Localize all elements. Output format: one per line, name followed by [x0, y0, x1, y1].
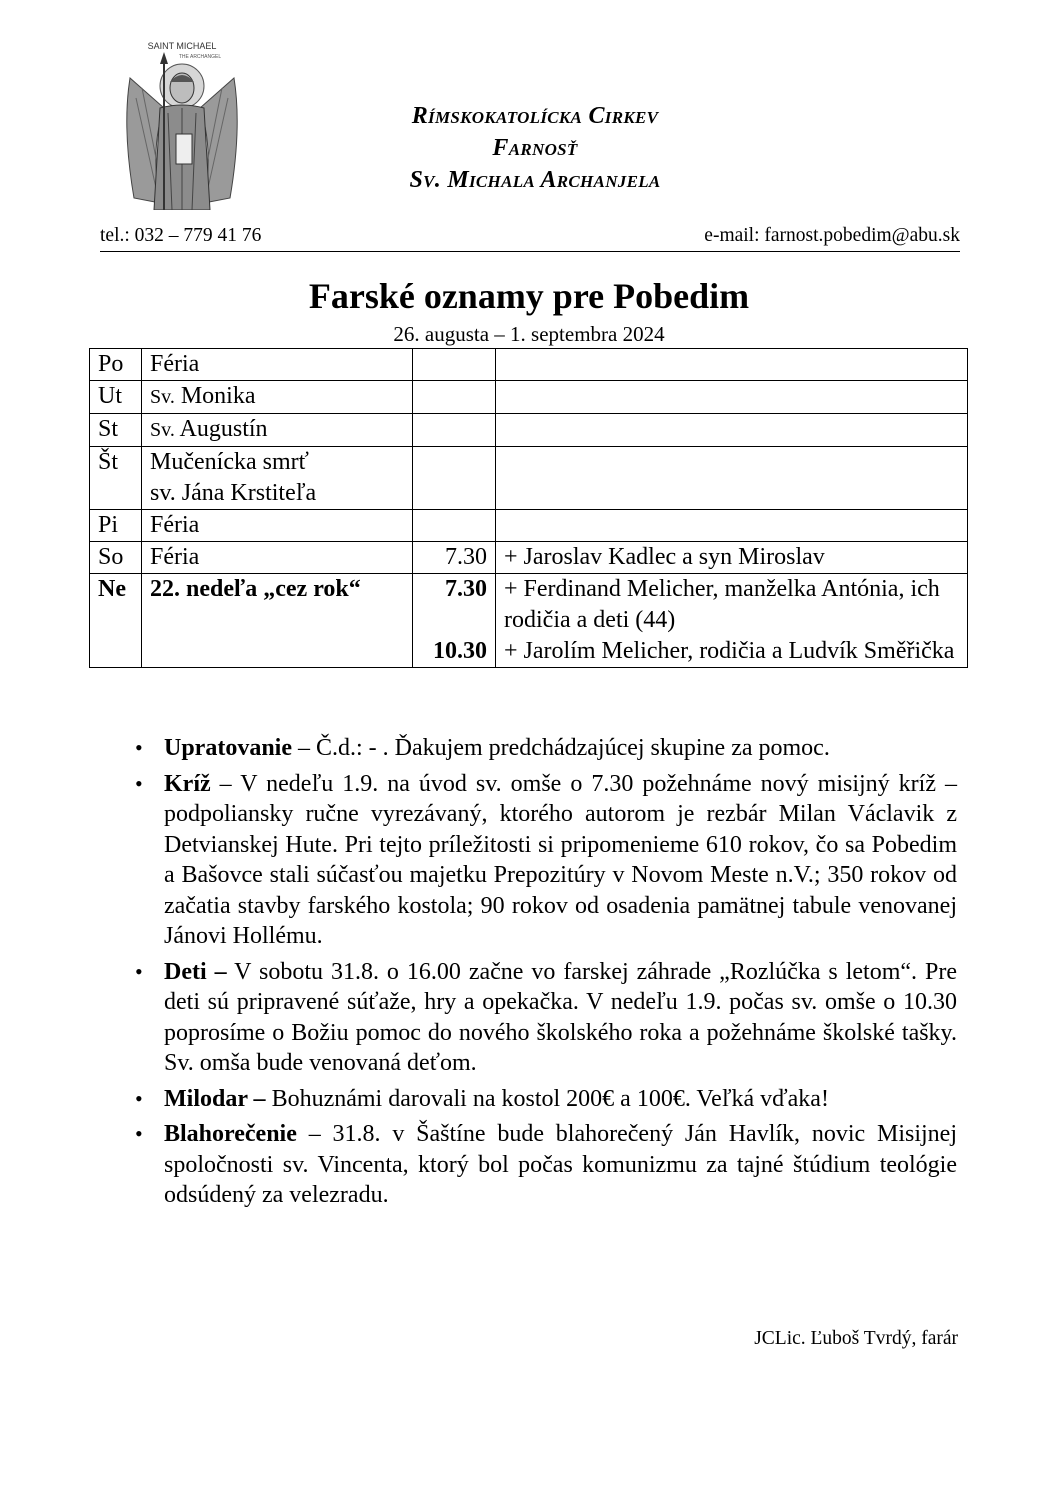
notice-text: V sobotu 31.8. o 16.00 začne vo farskej záhrade „Rozlúčka s letom“. Pre deti sú pripravené súťaže, hry a opekačka. V nedeľu 1.9. počas sv. omše o 10.30 poprosíme o Božiu pomoc do nového školského roka a požehnáme školské tašky. Sv. omša bude venovaná deťom. [164, 958, 957, 1076]
icon-caption-sub: THE ARCHANGEL [178, 54, 222, 60]
feast-cell: Féria [142, 349, 413, 381]
parish-line-patron: Sv. Michala Archanjela [409, 167, 661, 193]
table-row [90, 510, 968, 542]
mass-intention: + Ferdinand Melicher, manželka Antónia, ich rodičia a deti (44) [504, 576, 940, 633]
mass-schedule-table [89, 348, 968, 668]
feast-cell: Féria [142, 542, 413, 574]
day-cell: Pi [90, 510, 142, 542]
notice-text: 31.8. v Šaštíne bude blahorečený Ján Havlík, novic Misijnej spoločnosti sv. Vincenta, ktorý bol počas komunizmu za tajné štúdium teológie odsúdený za velezradu. [164, 1121, 958, 1208]
feast-cell: 22. nedeľa „cez rok“ [142, 574, 413, 668]
notice-title: Kríž [164, 770, 211, 797]
day-cell: Št [90, 447, 142, 510]
notice-title: Upratovanie [164, 735, 292, 761]
list-item [135, 957, 957, 1079]
list-item: • Kríž – V nedeľu 1.9. na úvod sv. omše o 7.30 požehnáme nový misijný kríž – podpoliansky ručne vyrezávaný, ktorého autorom je rezbár Milan Václavik z Detvianskej Hute. Pri tejto príležitosti si pripomenieme 610 rokov, čo sa Pobedim a Bašovce stali súčasťou majetku Prepozitúry v Novom Meste n.V.; 350 rokov od začatia stavby farského kostola; 90 rokov od osadenia pamätnej tabule venovanej Jánovi Hollému. [135, 769, 957, 952]
notice-text: Č.d.: - . Ďakujem predchádzajúcej skupine za pomoc. [316, 735, 830, 761]
feast-name: Mučenícka smrť [150, 449, 309, 475]
time-cell [413, 381, 496, 414]
parish-name [340, 100, 730, 196]
feast-cell: Féria [142, 510, 413, 542]
table-row [90, 447, 968, 510]
notice-title: Deti – [164, 958, 227, 985]
time-cell [413, 574, 496, 668]
date-range: 26. augusta – 1. septembra 2024 [393, 322, 665, 346]
table-row [90, 574, 968, 668]
table-row [90, 542, 968, 574]
mass-intention: + Jarolím Melicher, rodičia a Ludvík Směřička [504, 638, 955, 664]
intention-cell: + Jaroslav Kadlec a syn Miroslav [496, 542, 968, 574]
intention-cell [496, 349, 968, 381]
time-cell: 7.30 [413, 542, 496, 574]
signature: JCLic. Ľuboš Tvrdý, farár [754, 1328, 958, 1349]
page-title: Farské oznamy pre Pobedim [308, 276, 750, 316]
list-item: • Blahorečenie – 31.8. v Šaštíne bude blahorečený Ján Havlík, novic Misijnej spoločnosti sv. Vincenta, ktorý bol počas komunizmu za tajné štúdium teológie odsúdený za velezradu. [135, 1119, 957, 1211]
notice-text: V nedeľu 1.9. na úvod sv. omše o 7.30 požehnáme nový misijný kríž – podpoliansky ručne vyrezávaný, ktorého autorom je rezbár Milan Václavik z Detvianskej Hute. Pri tejto príležitosti si pripomenieme 610 rokov, čo sa Pobedim a Bašovce stali súčasťou majetku Prepozitúry v Novom Meste n.V.; 350 rokov od začatia stavby farského kostola; 90 rokov od osadenia pamätnej tabule venovanej Jánovi Hollému. [164, 770, 957, 949]
parish-line-church: Rímskokatolícka Cirkev [411, 103, 659, 129]
feast-cell [142, 447, 413, 510]
notice-text: Bohuznámi darovali na kostol 200€ a 100€. Veľká vďaka! [271, 1085, 829, 1112]
parish-line-parish: Farnosť [492, 135, 578, 161]
feast-cell [142, 381, 413, 414]
day-cell: St [90, 414, 142, 447]
mass-time: 7.30 [445, 576, 487, 602]
list-item [135, 1084, 957, 1115]
table-row [90, 414, 968, 447]
letterhead [100, 38, 960, 250]
time-cell [413, 510, 496, 542]
feast-prefix: Sv. [150, 386, 175, 408]
intention-cell [496, 574, 968, 668]
table-row [90, 349, 968, 381]
day-cell: Po [90, 349, 142, 381]
feast-name-line2: sv. Jána Krstiteľa [150, 480, 317, 506]
icon-caption-top: SAINT MICHAEL [147, 41, 217, 51]
day-cell: Ne [90, 574, 142, 668]
intention-cell [496, 447, 968, 510]
email-address: e-mail: farnost.pobedim@abu.sk [704, 225, 960, 246]
day-cell: So [90, 542, 142, 574]
feast-name: Augustín [179, 416, 268, 442]
feast-name: Monika [180, 383, 256, 409]
contact-row [100, 225, 960, 252]
notice-title: Milodar – [164, 1085, 266, 1112]
notice-title: Blahorečenie [164, 1121, 297, 1147]
announcements-list [135, 733, 957, 1216]
list-item: • Upratovanie – Č.d.: - . Ďakujem predchádzajúcej skupine za pomoc. [135, 733, 957, 764]
table-row [90, 381, 968, 414]
feast-cell [142, 414, 413, 447]
time-cell [413, 447, 496, 510]
day-cell: Ut [90, 381, 142, 414]
time-cell [413, 414, 496, 447]
mass-time: 10.30 [433, 638, 487, 664]
feast-prefix: Sv. [150, 419, 175, 441]
saint-michael-icon [120, 38, 244, 210]
intention-cell [496, 414, 968, 447]
intention-cell [496, 381, 968, 414]
phone-number: tel.: 032 – 779 41 76 [100, 225, 262, 246]
time-cell [413, 349, 496, 381]
intention-cell [496, 510, 968, 542]
